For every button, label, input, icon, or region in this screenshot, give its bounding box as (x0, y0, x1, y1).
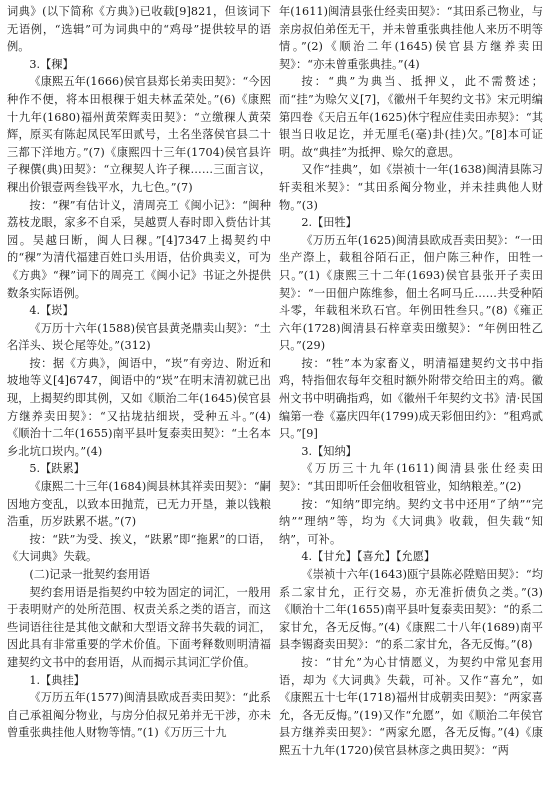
left-column-paragraph: 按：据《方典》，闽语中，“崁”有旁边、附近和坡地等义[4]6747，闽语中的“崁”在明末清初就已出现，上揭契约即其例，又如《顺治二年(1645)侯官县方继养卖田契》：“又拈垅拈细崁，受种五斗。”(4)《顺治十二年(1655)南平县叶复泰卖田契》：“土名本乡北坑口崁内。”(4) (7, 356, 271, 458)
left-column-paragraph: 契约套用语是指契约中较为固定的词汇，一般用于表明财产的处所范围、权责关系之类的语言，而这些词语往往是其他文献和大型语文辞书失载的词汇，因此具有非常重要的学术价值。下面考释数则明清福建契约文书中的套用语，从而揭示其词汇学价值。 (7, 585, 271, 669)
right-column-heading: 3.【知纳】 (301, 444, 357, 458)
right-column-paragraph: 按：“典”为典当、抵押义，此不需赘述；而“挂”为赊欠义[7]，《徽州千年契约文书》宋元明编第四卷《天启五年(1625)休宁程应佳卖田赤契》：“其银当日收足讫，并无厘毛(毫)卦(挂)欠。”[8]本可证明。故“典挂”为抵押、赊欠的意思。 (279, 75, 543, 159)
right-column-paragraph: 《万历五年(1625)闽清县欧成吾卖田契》：“一田坐产漈上，载租谷陌石正，佃户陈三种作，田牲一只。”(1)《康熙三十二年(1693)侯官县张开子卖田契》：“一田佃户陈维参，佃土名呵马丘……共受种陌斗零，年载租米玖石官。年例田牲叁只。”(8)《雍正六年(1728)闽清县石梓章卖田缴契》：“年例田牲乙只。”(29) (279, 233, 543, 353)
left-column-paragraph: 《万历十六年(1588)侯官县黄尧鼎卖山契》：“土名洋头、崁仑尾等处。”(312) (7, 321, 271, 353)
left-column-paragraph: 《康熙五年(1666)侯官县郑长弟卖田契》：“今因种作不便，将本田根稞于姐夫林孟荣处。”(6)《康熙十九年(1680)福州黄荣辉卖田契》：“立缴稞人黄荣辉，原买有陈起凤民军田贰号，土名坐落侯官县二十三都下洋地方。”(7)《康熙四十三年(1704)侯官县许子稞僎(典)田契》：“立稞契人许子稞……三面言议，稞出价银壹两叁钱平水，九七色。”(7) (7, 75, 271, 194)
right-column-paragraph: 按：“甘允”为心甘情愿义，为契约中常见套用语，却为《大词典》失载，可补。又作“喜允”，如《康熙五十七年(1718)福州甘成朝卖田契》：“两家喜允，各无反悔。”(19)又作“允愿”，如《顺治二年侯官县方继养卖田契》：“两家允愿，各无反悔。”(4)《康熙五十九年(1720)侯官县林彦之典田契》：“两 (279, 655, 543, 757)
right-column-paragraph: 《万历三十九年(1611)闽清县张仕经卖田契》：“其田即听任会佃收租管业，知纳粮差。”(2) (279, 462, 543, 494)
left-column-paragraph: 《万历五年(1577)闽清县欧成吾卖田契》：“此系自己承祖阄分物业，与房分伯叔兄弟并无干涉，亦未曾重张典挂他人财物等情。”(1)《万历三十九 (7, 691, 271, 740)
left-column-paragraph: 按：“稞”有估计义，清周亮工《闽小记》：“闽种荔枝龙眼，家多不自采，吴越贾人春时即入赀估计其园。吴越曰断，闽人曰稞。”[4]7347上揭契约中的“稞”为清代福建百姓口头用语，估价典卖义，可为《方典》“稞”词下的周亮工《闽小记》书证之外提供数条实际语例。 (7, 198, 271, 300)
left-column-paragraph: 《康熙二十三年(1684)闽县林其祥卖田契》：“嗣因地方变乱，以致本田抛荒，已无力开垦，兼以钱粮浩重，历岁趺累不堪。”(7) (7, 480, 271, 529)
right-column-heading: 2.【田牲】 (301, 216, 357, 230)
right-column-paragraph: 《崇祯十六年(1643)瓯宁县陈必陞赔田契》：“均系二家甘允，正行交易，亦无准折债负之类。”(3)《顺治十二年(1655)南平县叶复泰卖田契》：“的系二家甘允，各无反悔。”(4)《康熙二十八年(1689)南平县李锡裔卖田契》：“的系二家甘允，各无反悔。”(8) (279, 568, 543, 652)
right-column-heading: 4.【甘允】【喜允】【允愿】 (301, 550, 436, 564)
right-column-paragraph: 按：“知纳”即完纳。契约文书中还用“了纳”“完纳”“理纳”等，均为《大词典》收载，但失载“知纳”，可补。 (279, 497, 543, 546)
right-column-paragraph: 按：“牲”本为家畜义，明清福建契约文书中指鸡，特指佃农每年交租时额外附带交给田主的鸡。徽州文书中明确指鸡，如《徽州千年契约文书》清·民国编第一卷《嘉庆四年(1799)成天彩佃田约》：“租鸡贰只。”[9] (279, 356, 543, 441)
right-column-paragraph: 年(1611)闽清县张仕经卖田契》：“其田系己物业，与亲房叔伯弟侄无干，并未曾重张典挂他人来历不明等情。”(2)《顺治二年(1645)侯官县方继养卖田契》：“亦未曾重张典挂。”(4) (279, 5, 543, 71)
left-column-heading: 5.【趺累】 (29, 462, 85, 476)
right-column (279, 3, 543, 760)
left-column-heading: 3.【稞】 (29, 57, 74, 71)
left-column-paragraph: 按：“趺”为受、挨义，“趺累”即“拖累”的口语，《大词典》失载。 (7, 532, 271, 564)
left-column (7, 3, 271, 742)
left-column-heading: 4.【崁】 (29, 304, 74, 318)
left-column-heading: (二)记录一批契约套用语 (29, 568, 150, 581)
left-column-heading: 1.【典挂】 (29, 673, 85, 687)
right-column-paragraph: 又作“挂典”，如《崇祯十一年(1638)闽清县陈习轩卖租米契》：“其田系阄分物业，并未挂典他人财物。”(3) (279, 163, 543, 212)
left-column-paragraph: 词典》(以下简称《方典》)已收载[9]821，但该词下无语例，“选辑”可为词典中的“鸡母”提供较早的语例。 (7, 5, 271, 54)
